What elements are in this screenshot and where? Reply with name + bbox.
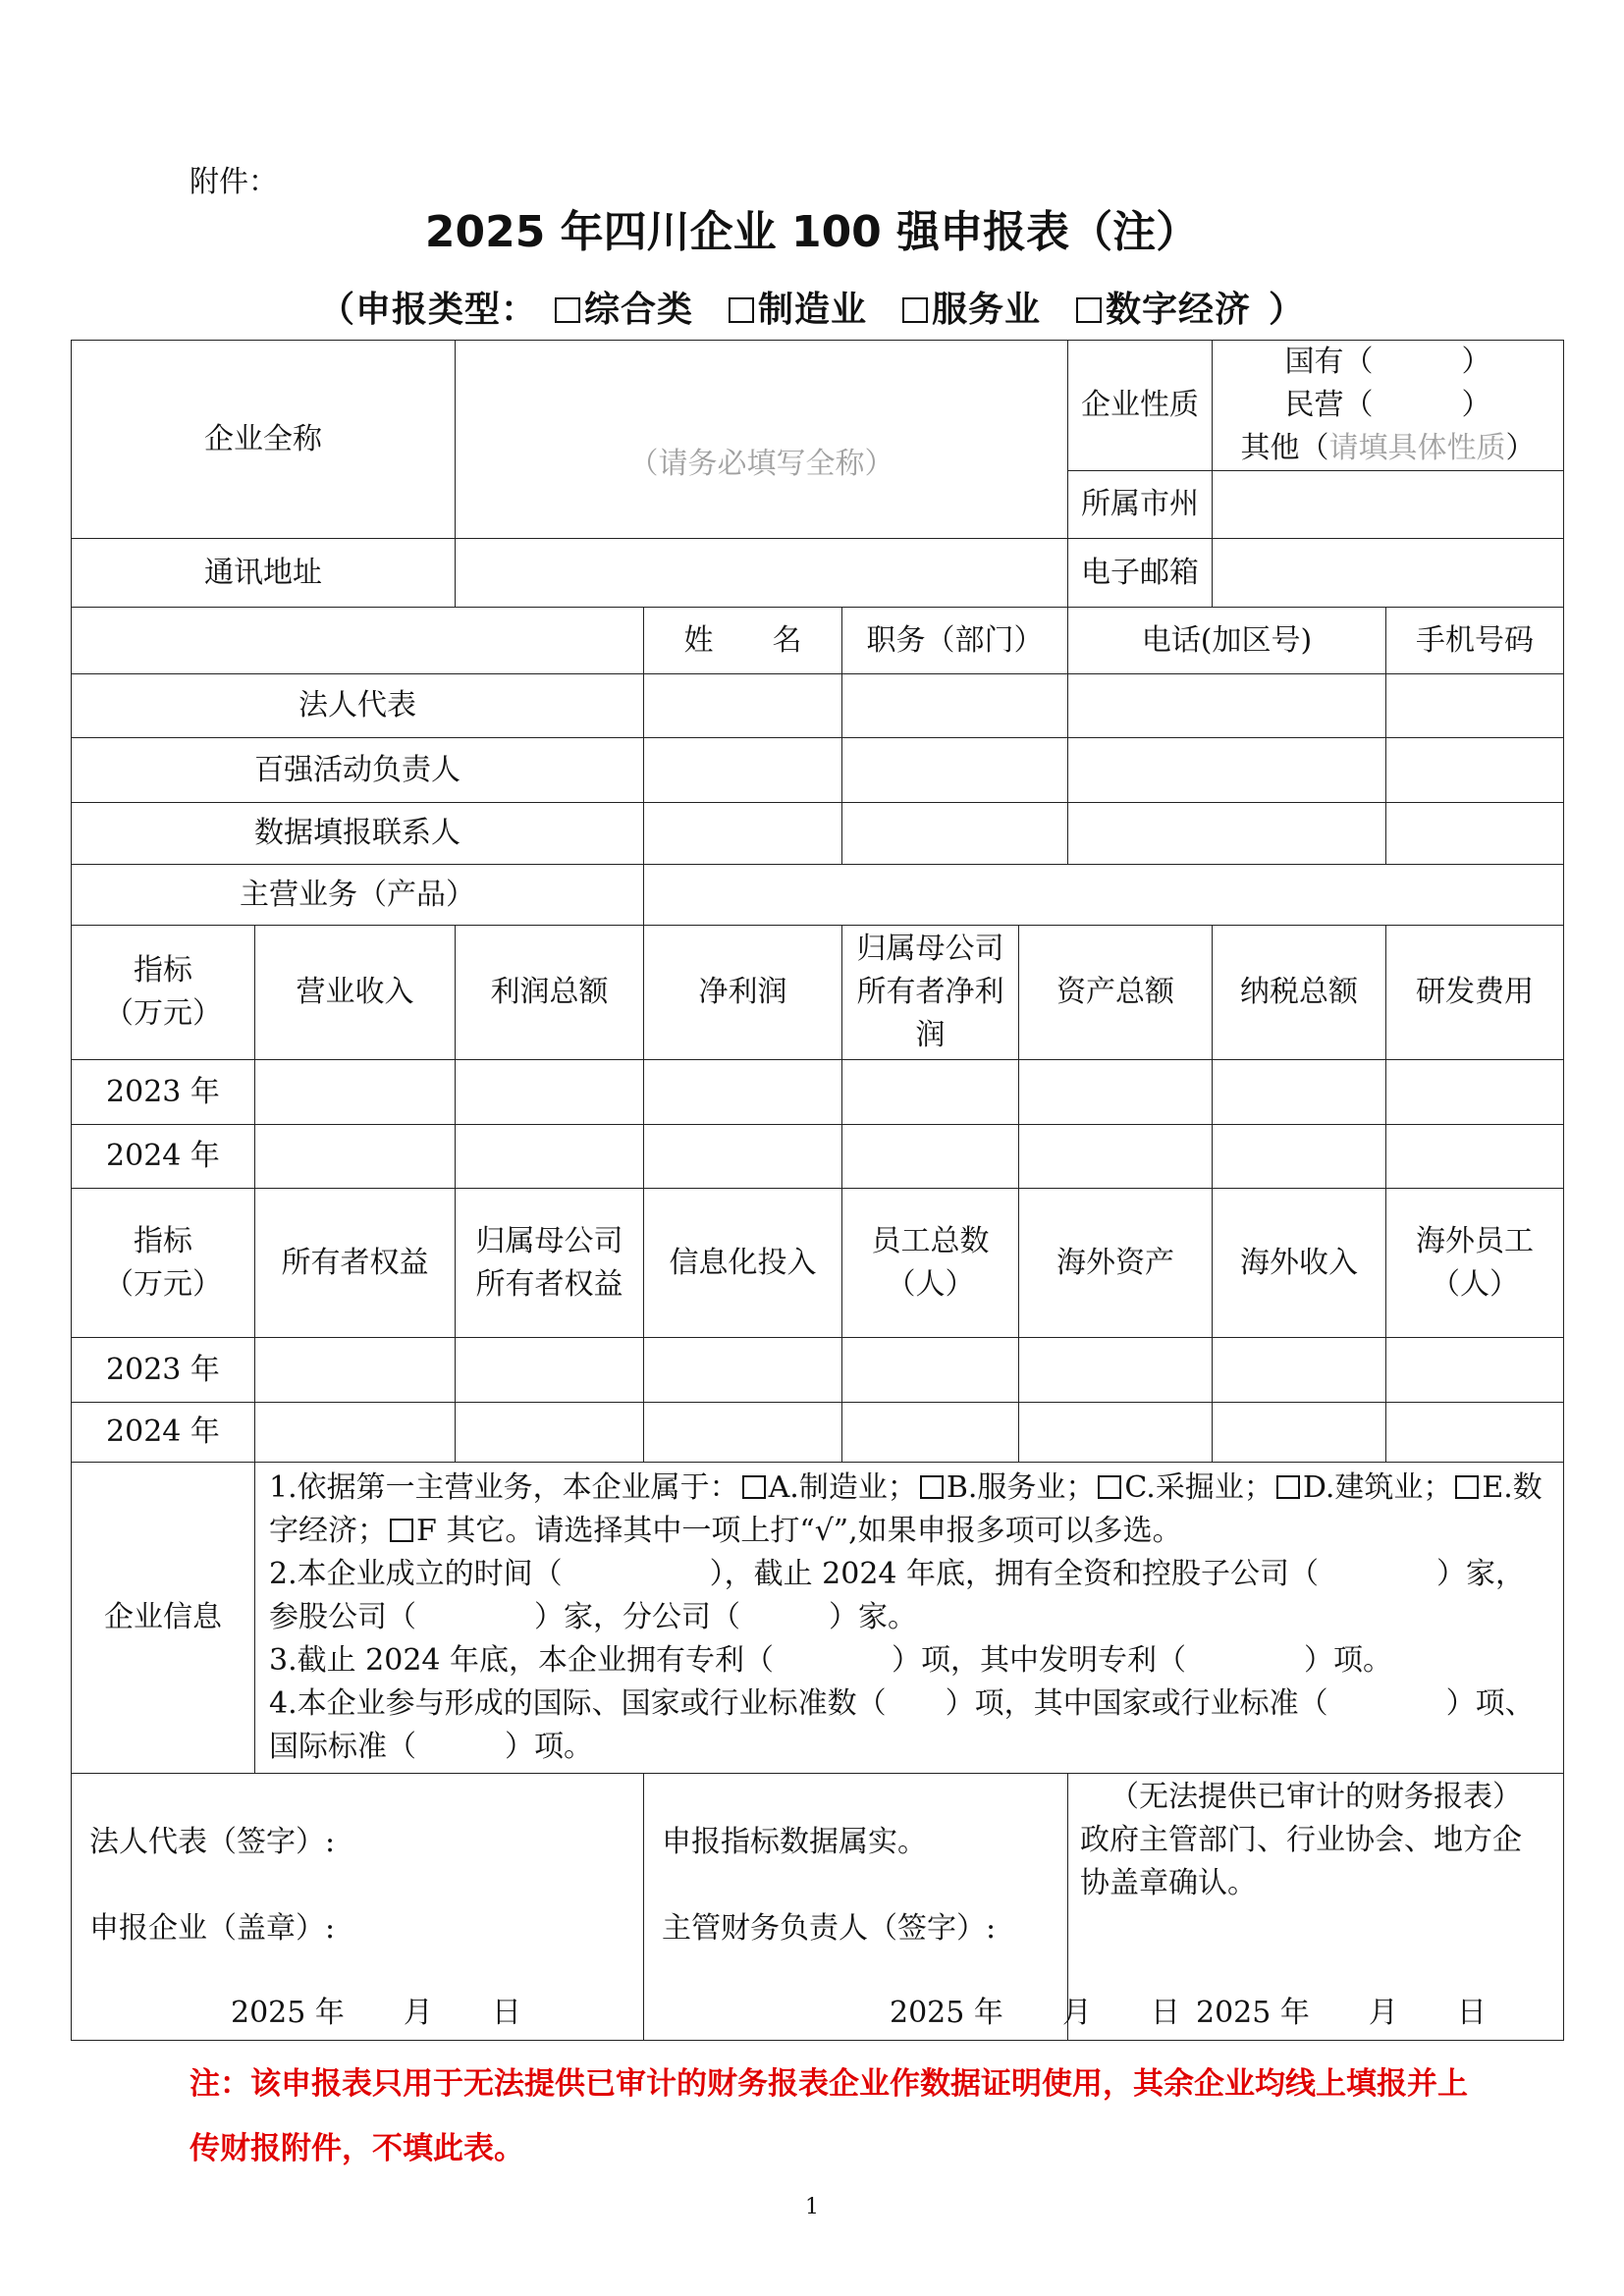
indicator-header: 利润总额: [456, 926, 644, 1060]
indicator-header: 纳税总额: [1213, 926, 1386, 1060]
indicator-header: 海外员工（人）: [1386, 1189, 1564, 1338]
enterprise-info-content: [255, 1463, 1564, 1774]
indicator-header: 净利润: [644, 926, 842, 1060]
address-field[interactable]: [456, 539, 1068, 608]
page-number: 1: [805, 2195, 819, 2219]
value-cell[interactable]: [1019, 1060, 1213, 1125]
indicator1-row-2024: [72, 1125, 1564, 1189]
address-label: 通讯地址: [72, 539, 456, 608]
checkbox-icon[interactable]: [1276, 1475, 1300, 1499]
year-label: 2023 年: [72, 1060, 255, 1125]
finance-signature-cell[interactable]: [644, 1774, 1180, 2041]
indicator-header: 海外收入: [1213, 1189, 1386, 1338]
year-label: 2024 年: [72, 1403, 255, 1463]
application-form-table: [71, 340, 1564, 2041]
type-option-digital[interactable]: 数字经济: [1076, 290, 1251, 330]
contact-position-field[interactable]: [842, 803, 1068, 865]
header-position: 职务（部门）: [842, 608, 1068, 674]
header-phone: 电话(加区号): [1068, 608, 1386, 674]
value-cell[interactable]: [456, 1125, 644, 1189]
indicator-header: 营业收入: [255, 926, 456, 1060]
checkbox-icon[interactable]: [1455, 1475, 1479, 1499]
indicator2-row-2023: [72, 1338, 1564, 1403]
company-nature-label: 企业性质: [1068, 341, 1213, 471]
type-option-manufacturing[interactable]: 制造业: [729, 290, 867, 330]
value-cell[interactable]: [842, 1060, 1019, 1125]
value-cell[interactable]: [1213, 1403, 1386, 1463]
value-cell[interactable]: [644, 1125, 842, 1189]
declaration-type-row: [0, 282, 1624, 332]
email-field[interactable]: [1213, 539, 1564, 608]
declaration-type-close: ）: [1269, 290, 1306, 330]
legal-rep-sign-label: 法人代表（签字）:: [89, 1825, 336, 1859]
value-cell[interactable]: [842, 1125, 1019, 1189]
signature-date: 2025 年 月 日: [231, 1996, 521, 2030]
contact-mobile-field[interactable]: [1386, 738, 1564, 803]
contact-phone-field[interactable]: [1068, 738, 1386, 803]
indicator1-row-2023: [72, 1060, 1564, 1125]
type-option-service[interactable]: 服务业: [902, 290, 1041, 330]
info-item-patents: 3.截止 2024 年底，本企业拥有专利（ ）项，其中发明专利（ ）项。: [269, 1643, 1393, 1678]
value-cell[interactable]: [456, 1060, 644, 1125]
checkbox-icon[interactable]: [1098, 1475, 1121, 1499]
main-business-label: 主营业务（产品）: [72, 865, 644, 926]
value-cell[interactable]: [644, 1403, 842, 1463]
gov-confirm-cell[interactable]: [1068, 1774, 1564, 2041]
data-true-statement: 申报指标数据属实。: [662, 1825, 927, 1859]
company-nature-field[interactable]: [1213, 341, 1564, 471]
city-label: 所属市州: [1068, 471, 1213, 539]
contact-position-field[interactable]: [842, 738, 1068, 803]
checkbox-icon[interactable]: [902, 297, 928, 323]
value-cell[interactable]: [456, 1403, 644, 1463]
contact-name-field[interactable]: [644, 803, 842, 865]
value-cell[interactable]: [1213, 1125, 1386, 1189]
value-cell[interactable]: [1386, 1338, 1564, 1403]
value-cell[interactable]: [1213, 1060, 1386, 1125]
nature-state-owned: 国有（ ）: [1284, 345, 1491, 379]
contact-row-label: 百强活动负责人: [72, 738, 644, 803]
indicator-header: 研发费用: [1386, 926, 1564, 1060]
city-field[interactable]: [1213, 471, 1564, 539]
contact-mobile-field[interactable]: [1386, 803, 1564, 865]
contact-mobile-field[interactable]: [1386, 674, 1564, 738]
contact-row-legal-rep: [72, 674, 1564, 738]
signature-date: 2025 年 月 日: [1196, 1996, 1487, 2030]
indicator-header: 归属母公司所有者净利润: [842, 926, 1019, 1060]
value-cell[interactable]: [644, 1060, 842, 1125]
gov-confirm-text: （无法提供已审计的财务报表）政府主管部门、行业协会、地方企协盖章确认。: [1080, 1780, 1522, 1900]
indicator-header: 信息化投入: [644, 1189, 842, 1338]
contact-corner-cell: [72, 608, 644, 674]
indicator-header: 海外资产: [1019, 1189, 1213, 1338]
contact-phone-field[interactable]: [1068, 803, 1386, 865]
main-business-field[interactable]: [644, 865, 1564, 926]
year-label: 2023 年: [72, 1338, 255, 1403]
checkbox-icon[interactable]: [920, 1475, 944, 1499]
year-label: 2024 年: [72, 1125, 255, 1189]
value-cell[interactable]: [255, 1060, 456, 1125]
contact-phone-field[interactable]: [1068, 674, 1386, 738]
indicator2-label: 指标 （万元）: [72, 1189, 255, 1338]
value-cell[interactable]: [1019, 1338, 1213, 1403]
checkbox-icon[interactable]: [1076, 297, 1102, 323]
value-cell[interactable]: [1386, 1403, 1564, 1463]
indicator-header: 所有者权益: [255, 1189, 456, 1338]
type-option-comprehensive[interactable]: 综合类: [555, 290, 693, 330]
footnote: 注：该申报表只用于无法提供已审计的财务报表企业作数据证明使用，其余企业均线上填报并上传财报附件，不填此表。: [189, 2066, 1468, 2166]
legal-signature-cell[interactable]: [72, 1774, 644, 2041]
nature-private: 民营（ ）: [1284, 388, 1491, 422]
company-seal-label: 申报企业（盖章）:: [89, 1911, 336, 1946]
value-cell[interactable]: [842, 1338, 1019, 1403]
company-name-field[interactable]: （请务必填写全称）: [456, 341, 1068, 539]
contact-row-activity-lead: [72, 738, 1564, 803]
value-cell[interactable]: [842, 1403, 1019, 1463]
form-title: 2025 年四川企业 100 强申报表（注）: [424, 207, 1200, 257]
attachment-label: 附件：: [189, 165, 278, 199]
checkbox-icon[interactable]: [555, 297, 580, 323]
contact-name-field[interactable]: [644, 674, 842, 738]
contact-name-field[interactable]: [644, 738, 842, 803]
checkbox-icon[interactable]: [742, 1475, 766, 1499]
value-cell[interactable]: [456, 1338, 644, 1403]
signature-date: 2025 年 月 日: [890, 1996, 1180, 2030]
checkbox-icon[interactable]: [390, 1519, 413, 1542]
finance-sign-label: 主管财务负责人（签字）:: [662, 1911, 997, 1946]
nature-other-hint: 请填具体性质: [1328, 431, 1506, 465]
enterprise-info-label: 企业信息: [72, 1463, 255, 1774]
indicator2-row-2024: [72, 1403, 1564, 1463]
value-cell[interactable]: [1019, 1403, 1213, 1463]
value-cell[interactable]: [255, 1403, 456, 1463]
contact-row-label: 数据填报联系人: [72, 803, 644, 865]
indicator-header: 归属母公司所有者权益: [456, 1189, 644, 1338]
contact-row-data-contact: [72, 803, 1564, 865]
contact-row-label: 法人代表: [72, 674, 644, 738]
indicator-header: 资产总额: [1019, 926, 1213, 1060]
value-cell[interactable]: [255, 1125, 456, 1189]
indicator1-label: 指标 （万元）: [72, 926, 255, 1060]
indicator-header: 员工总数（人）: [842, 1189, 1019, 1338]
value-cell[interactable]: [255, 1338, 456, 1403]
declaration-type-open: （申报类型：: [318, 290, 537, 330]
info-item-standards: 4.本企业参与形成的国际、国家或行业标准数（ ）项，其中国家或行业标准（ ）项、国际标准（ ）项。: [269, 1686, 1535, 1764]
header-mobile: 手机号码: [1386, 608, 1564, 674]
value-cell[interactable]: [1019, 1125, 1213, 1189]
value-cell[interactable]: [1213, 1338, 1386, 1403]
value-cell[interactable]: [1386, 1125, 1564, 1189]
value-cell[interactable]: [644, 1338, 842, 1403]
info-item-industry: 1.依据第一主营业务，本企业属于： A.制造业； B.服务业； C.采掘业； D.建筑业； E.数字经济； F 其它。请选择其中一项上打“√”,如果申报多项可以多选。: [269, 1470, 1543, 1548]
header-name: 姓 名: [644, 608, 842, 674]
value-cell[interactable]: [1386, 1060, 1564, 1125]
nature-other: 其他（请填具体性质）: [1240, 431, 1536, 465]
email-label: 电子邮箱: [1068, 539, 1213, 608]
info-item-establishment: 2.本企业成立的时间（ ），截止 2024 年底，拥有全资和控股子公司（ ）家，参股公司（ ）家，分公司（ ）家。: [269, 1557, 1526, 1634]
company-name-label: 企业全称: [72, 341, 456, 539]
checkbox-icon[interactable]: [729, 297, 754, 323]
contact-position-field[interactable]: [842, 674, 1068, 738]
